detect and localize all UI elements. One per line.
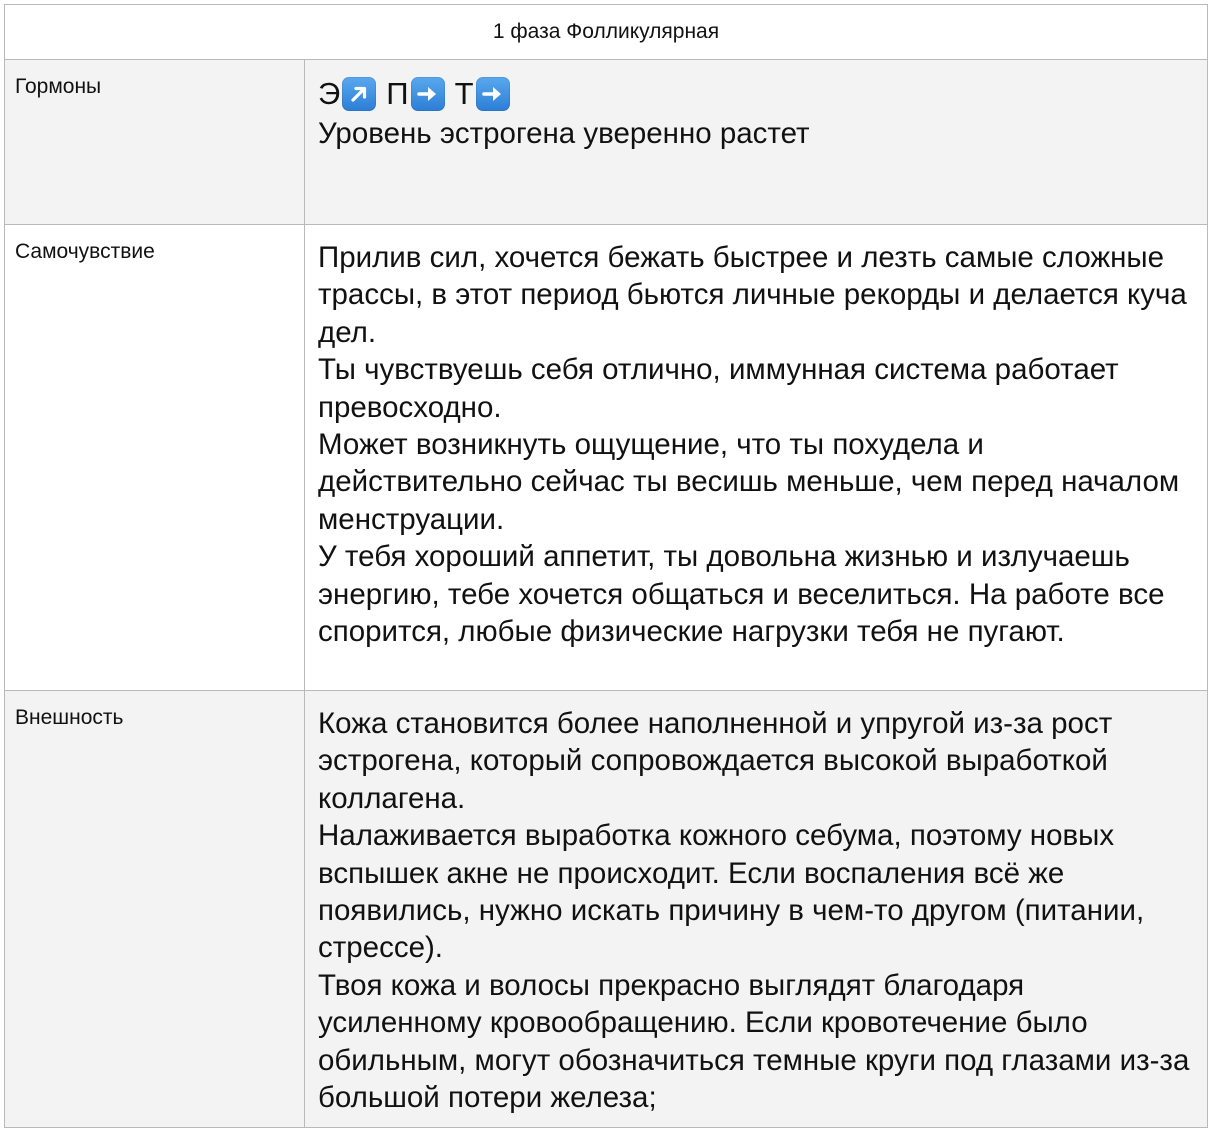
table-row-hormones [5, 60, 1208, 225]
paragraph: Прилив сил, хочется бежать быстрее и лезть самые сложные трассы, в этот период бьются личные рекорды и делается куча дел. [318, 241, 1187, 349]
paragraph: Кожа становится более наполненной и упругой из-за рост эстрогена, который сопровождается высокой выработкой коллагена. [318, 707, 1113, 815]
hormone-trends [318, 72, 1195, 115]
paragraph: Твоя кожа и волосы прекрасно выглядят благодаря усиленному кровообращению. Если кровотечение было обильным, могут обозначиться темные круги под глазами из-за большой потери железа; [318, 968, 1190, 1115]
row-label-appearance: Внешность [5, 691, 305, 1128]
arrow-right-icon [476, 77, 510, 111]
arrow-up-right-icon [342, 77, 376, 111]
table-header-row [5, 5, 1208, 60]
arrow-right-icon [411, 77, 445, 111]
table-header: 1 фаза Фолликулярная [5, 5, 1208, 60]
hormone-estrogen [318, 77, 376, 111]
hormone-letter: Т [454, 76, 474, 111]
paragraph: Налаживается выработка кожного себума, поэтому новых вспышек акне не происходит. Если воспаления всё же появились, нужно искать причину в чем-то другом (питании, стрессе). [318, 819, 1145, 965]
paragraph: Ты чувствуешь себя отлично, иммунная система работает превосходно. [318, 353, 1119, 424]
paragraph: Уровень эстрогена уверенно растет [318, 117, 810, 150]
table-row-feeling [5, 225, 1208, 691]
phase-table [4, 4, 1208, 1128]
paragraph: Может возникнуть ощущение, что ты похудела и действительно сейчас ты весишь меньше, чем перед началом менструации. [318, 428, 1180, 536]
row-content-hormones [305, 60, 1208, 225]
row-content-appearance [305, 691, 1208, 1128]
hormone-testosterone [455, 77, 510, 111]
row-label-hormones: Гормоны [5, 60, 305, 225]
row-content-feeling [305, 225, 1208, 691]
table-row-appearance [5, 691, 1208, 1128]
hormone-letter: П [386, 76, 409, 111]
paragraph: У тебя хороший аппетит, ты довольна жизнью и излучаешь энергию, тебе хочется общаться и веселиться. На работе все спорится, любые физические нагрузки тебя не пугают. [318, 540, 1165, 649]
row-label-feeling: Самочувствие [5, 225, 305, 691]
hormone-letter: Э [318, 76, 341, 111]
hormone-progesterone [386, 77, 444, 111]
